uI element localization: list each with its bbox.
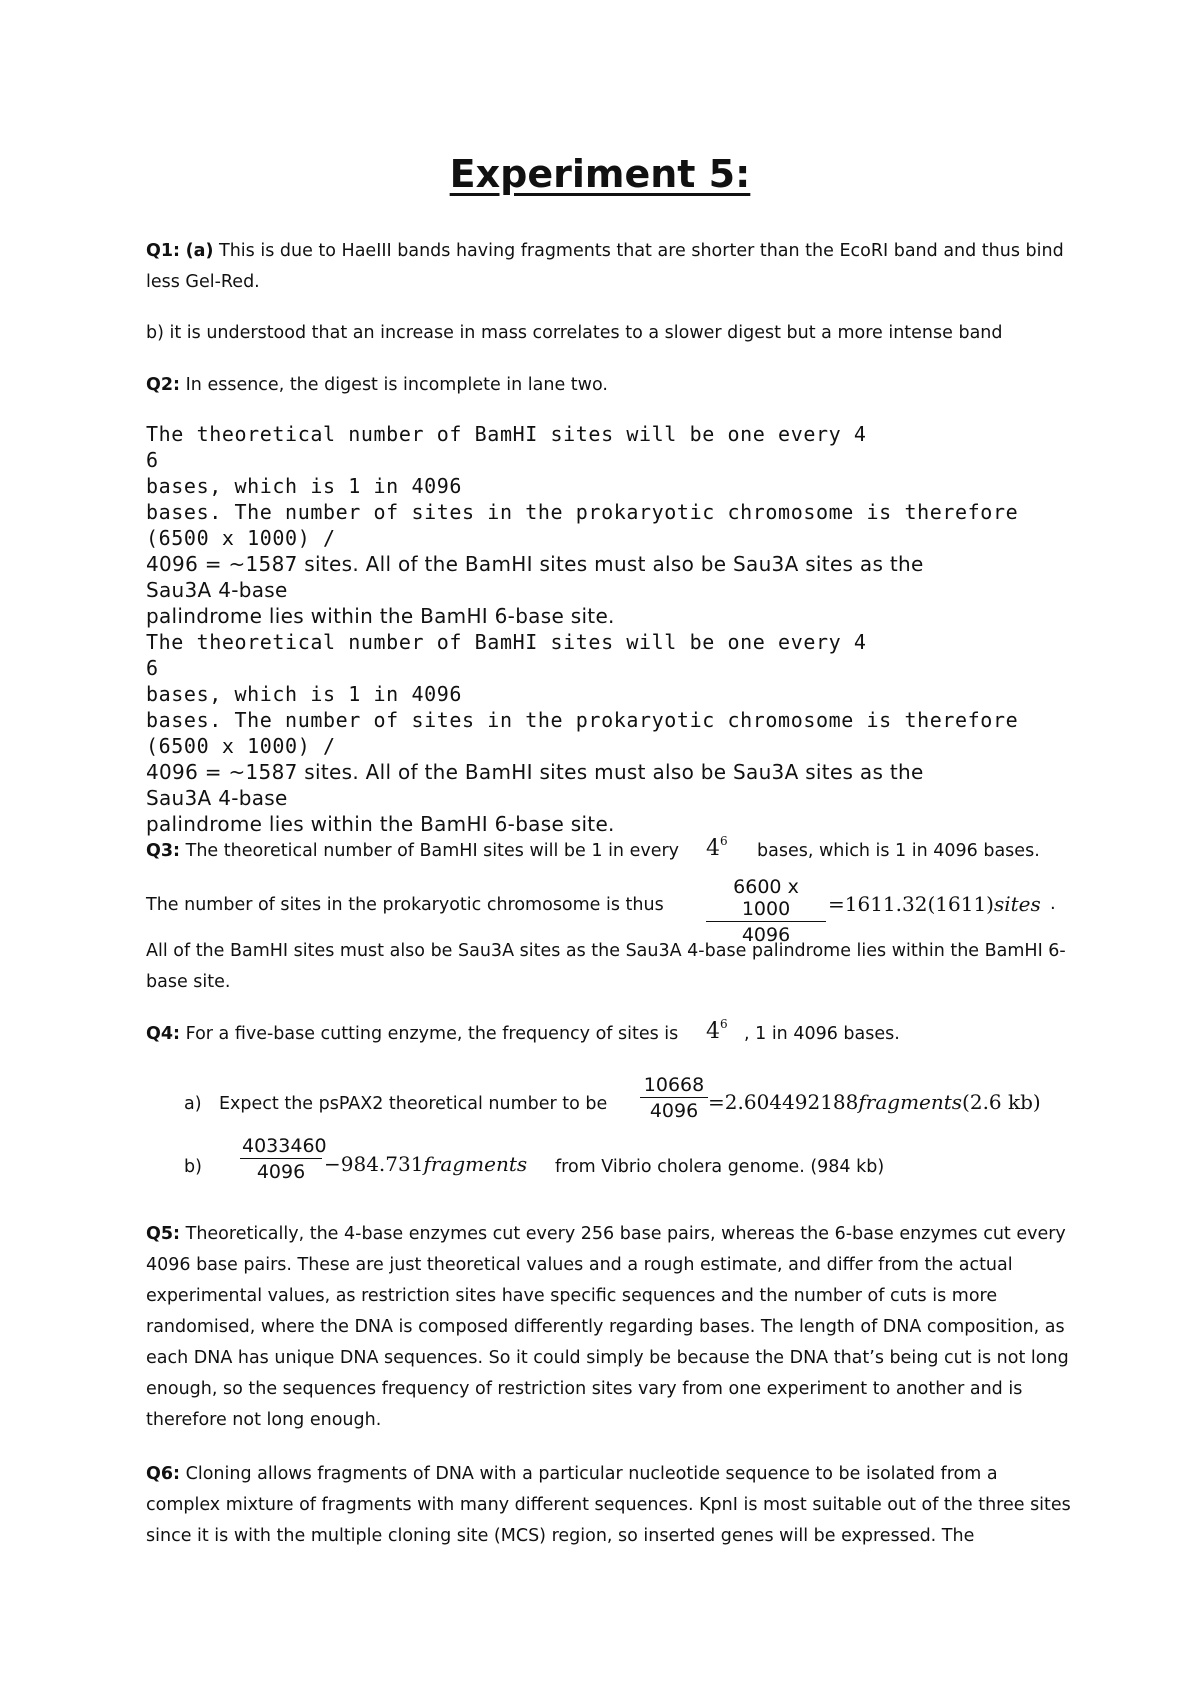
q2-label: Q2: [146,375,181,395]
q4-a-result [708,1090,1041,1114]
q3-frac-result [828,892,1041,916]
q4-a-label: a) [184,1094,202,1114]
q2-pasted-line: 4096 = ~1587 sites. All of the BamHI sites must also be Sau3A sites as the [146,552,924,576]
q4-b-tail: from Vibrio cholera genome. (984 kb) [555,1157,885,1177]
q2-pasted-line: The theoretical number of BamHI sites will be one every 4 [146,630,867,654]
q4-a-fraction [640,1074,708,1122]
q6-paragraph [146,1459,1076,1552]
q4-power [706,1019,728,1044]
q2-pasted-line: 6 [146,656,159,680]
q6-label: Q6: [146,1464,181,1484]
q1-label: Q1: [146,241,181,261]
q4-a-tail: (2.6 kb) [962,1090,1041,1114]
q4-b-label: b) [184,1157,202,1177]
q3-line1-post: bases, which is 1 in 4096 bases. [757,841,1040,861]
q4-a-den: 4096 [649,1100,699,1122]
q2-pasted-line: (6500 x 1000) / [146,734,336,758]
q4-a-text: Expect the psPAX2 theoretical number to be [219,1094,608,1114]
q4-b-result [324,1152,527,1176]
q4-b-num: 4033460 [242,1135,327,1157]
q3-frac-num: 6600 x 1000 [706,876,826,922]
q3-frac-den: 4096 [741,924,791,946]
q1-b-text: b) it is understood that an increase in mass correlates to a slower digest but a more intense band [146,323,1003,343]
q4-b-den: 4096 [256,1161,306,1183]
q2-pasted-line: palindrome lies within the BamHI 6-base site. [146,604,615,628]
q5-text: Theoretically, the 4-base enzymes cut every 256 base pairs, whereas the 6-base enzymes cut every 4096 base pairs. These are just theoretical values and a rough estimate, and differ from the actual experimental values, as restriction sites have specific sequences and the number of cuts is more randomised, where the DNA is composed differently regarding bases. The length of DNA composition, as each DNA has unique DNA sequences. So it could simply be because the DNA that’s being cut is not long enough, so the sequences frequency of restriction sites vary from one experiment to another and is therefore not long enough. [146,1224,1069,1430]
q2-pasted-line: bases. The number of sites in the prokaryotic chromosome is therefore [146,708,1019,732]
q3-line2: The number of sites in the prokaryotic chromosome is thus [146,895,664,915]
q6-text: Cloning allows fragments of DNA with a particular nucleotide sequence to be isolated from a complex mixture of fragments with many different sequences. KpnI is most suitable out of the three sites since it is with the multiple cloning site (MCS) region, so inserted genes will be expressed. The [146,1464,1071,1546]
q2-text: In essence, the digest is incomplete in lane two. [180,375,608,395]
q3-result: =1611.32(1611) [828,892,994,916]
q2-paragraph [146,370,1076,401]
q4-b-value: −984.731 [324,1152,424,1176]
q1-a-text: This is due to HaeIII bands having fragments that are shorter than the EcoRI band and thus bind less Gel-Red. [146,241,1064,292]
q2-pasted-line: bases. The number of sites in the prokaryotic chromosome is therefore [146,500,1019,524]
q2-pasted-line: palindrome lies within the BamHI 6-base site. [146,812,615,836]
q4-b-fraction [240,1135,327,1183]
q1-paragraph [146,236,1076,298]
q4-power-exp: 6 [720,1017,728,1031]
q4-text-post: , 1 in 4096 bases. [744,1024,900,1044]
q4-a-unit: fragments [858,1090,963,1114]
q4-b-unit: fragments [423,1152,528,1176]
q5-label: Q5: [146,1224,181,1244]
q4-power-base: 4 [706,1019,720,1044]
q4-line [146,1024,678,1044]
q1-a-label: (a) [185,241,214,261]
q2-pasted-line: Sau3A 4-base [146,786,288,810]
q2-pasted-line: The theoretical number of BamHI sites will be one every 4 [146,422,867,446]
q2-pasted-line: (6500 x 1000) / [146,526,336,550]
q4-a-num: 10668 [640,1074,708,1098]
q5-paragraph [146,1219,1076,1436]
q3-end: . [1050,893,1056,914]
q3-line1-text: The theoretical number of BamHI sites will be 1 in every [180,841,680,861]
q2-pasted-line: 6 [146,448,159,472]
q3-power [706,836,728,861]
q3-line1 [146,841,679,861]
q3-line3: All of the BamHI sites must also be Sau3A sites as the Sau3A 4-base palindrome lies within the BamHI 6-base site. [146,941,1066,992]
q4-label: Q4: [146,1024,181,1044]
q4-text: For a five-base cutting enzyme, the frequency of sites is [180,1024,679,1044]
q4-a-value: =2.604492188 [708,1090,859,1114]
q3-label: Q3: [146,841,181,861]
page-title: Experiment 5: [449,152,751,196]
q3-power-base: 4 [706,836,720,861]
q2-pasted-line: Sau3A 4-base [146,578,288,602]
q3-power-exp: 6 [720,834,728,848]
q3-unit: sites [993,892,1041,916]
q1-b-paragraph [146,318,1076,349]
q2-pasted-line: bases, which is 1 in 4096 [146,682,463,706]
q2-pasted-line: 4096 = ~1587 sites. All of the BamHI sites must also be Sau3A sites as the [146,760,924,784]
q2-pasted-line: bases, which is 1 in 4096 [146,474,463,498]
